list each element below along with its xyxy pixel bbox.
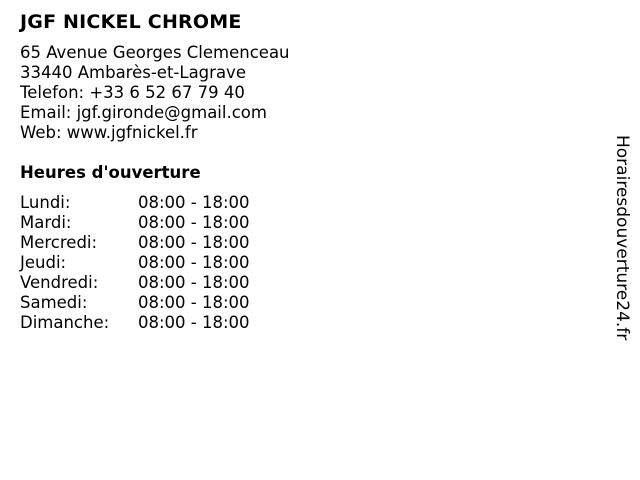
day-label: Dimanche: <box>20 313 110 332</box>
website: Web: www.jgfnickel.fr <box>20 123 198 142</box>
business-name: JGF NICKEL CHROME <box>20 11 242 33</box>
time-range: 08:00 - 18:00 <box>138 273 250 292</box>
time-range: 08:00 - 18:00 <box>138 233 250 252</box>
time-range: 08:00 - 18:00 <box>138 293 250 312</box>
email-address: Email: jgf.gironde@gmail.com <box>20 103 267 122</box>
hours-row-sunday <box>20 313 280 333</box>
day-label: Mercredi: <box>20 233 98 252</box>
address-street: 65 Avenue Georges Clemenceau <box>20 43 290 62</box>
contact-block <box>20 43 290 143</box>
day-label: Vendredi: <box>20 273 99 292</box>
opening-hours-table <box>20 193 280 333</box>
hours-row-saturday <box>20 293 280 313</box>
day-label: Jeudi: <box>20 253 67 272</box>
time-range: 08:00 - 18:00 <box>138 213 250 232</box>
day-label: Lundi: <box>20 193 71 212</box>
address-city: 33440 Ambarès-et-Lagrave <box>20 63 246 82</box>
hours-row-friday <box>20 273 280 293</box>
time-range: 08:00 - 18:00 <box>138 253 250 272</box>
hours-row-wednesday <box>20 233 280 253</box>
hours-row-tuesday <box>20 213 280 233</box>
opening-hours-heading: Heures d'ouverture <box>20 163 201 182</box>
time-range: 08:00 - 18:00 <box>138 193 250 212</box>
site-watermark: Horairesdouverture24.fr <box>612 135 632 341</box>
phone-number: Telefon: +33 6 52 67 79 40 <box>20 83 245 102</box>
day-label: Samedi: <box>20 293 88 312</box>
day-label: Mardi: <box>20 213 72 232</box>
time-range: 08:00 - 18:00 <box>138 313 250 332</box>
hours-row-monday <box>20 193 280 213</box>
hours-row-thursday <box>20 253 280 273</box>
